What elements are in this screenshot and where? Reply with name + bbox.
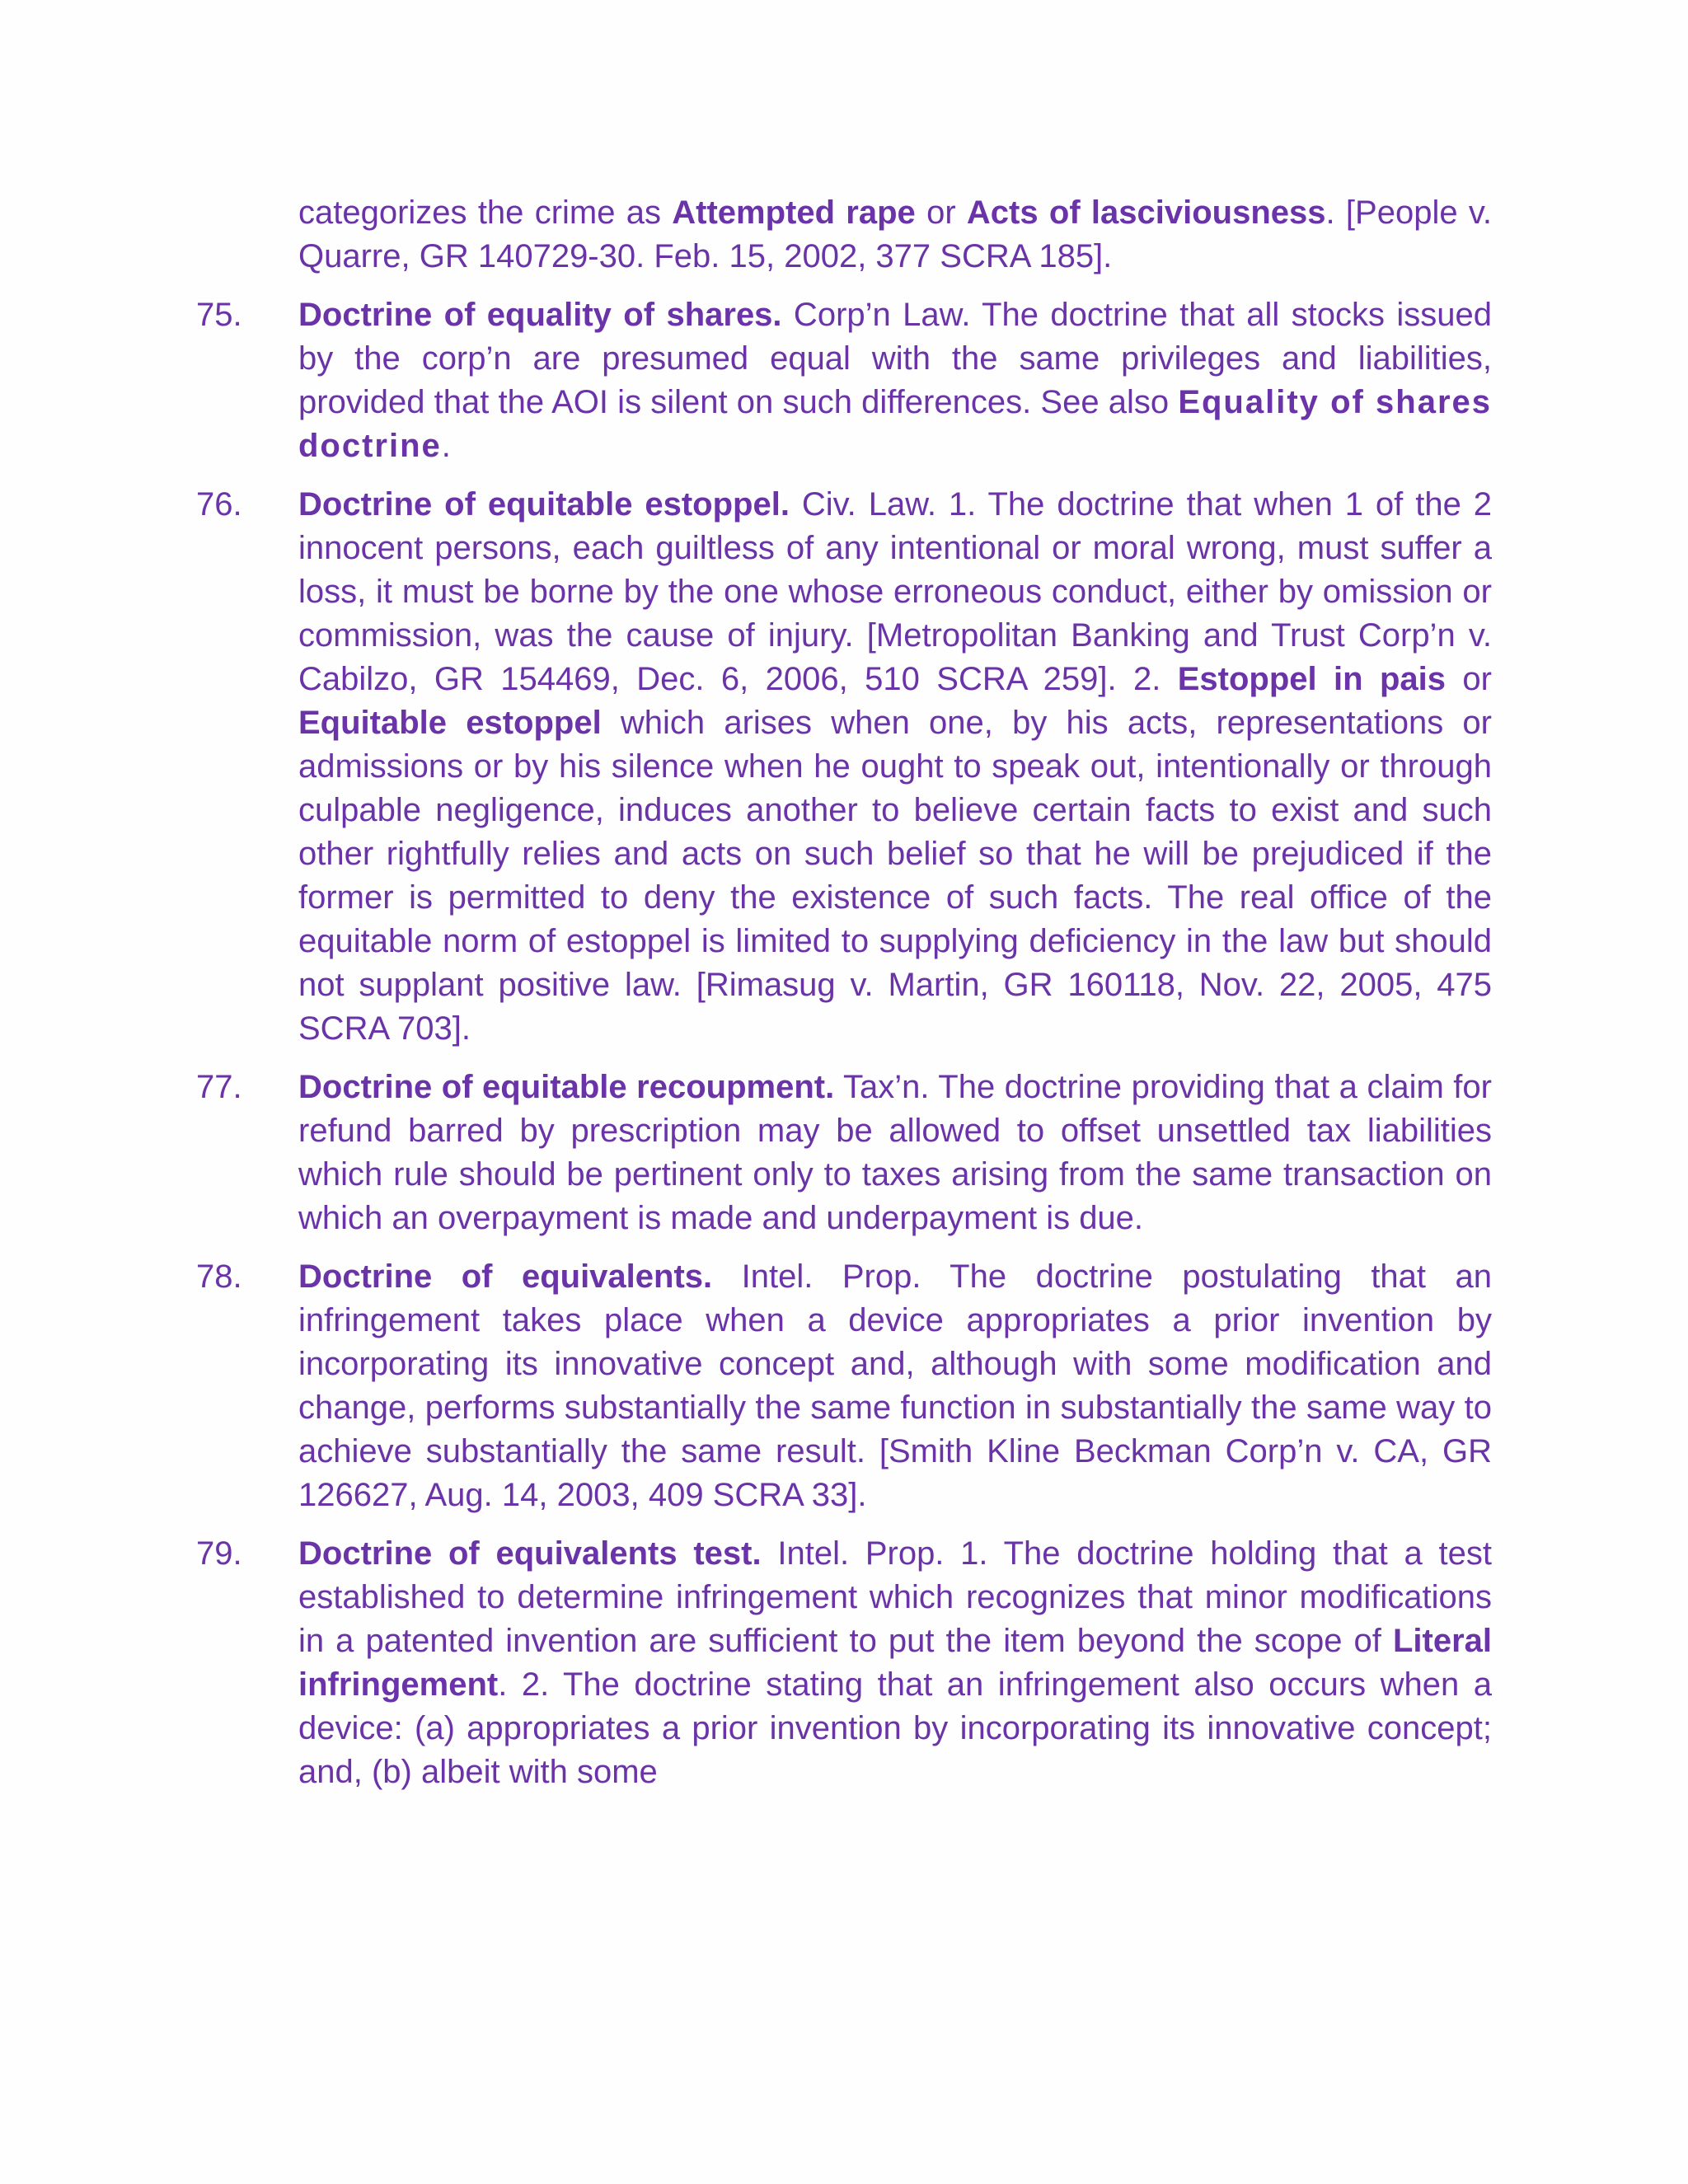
term-equitable-estoppel: Equitable estoppel <box>298 705 602 741</box>
document-body <box>196 191 1492 1809</box>
entry-number: 79. <box>196 1535 242 1572</box>
term-estoppel-in-pais: Estoppel in pais <box>1177 661 1447 697</box>
entry-body <box>298 1255 1492 1517</box>
entry-number: 75. <box>196 297 242 333</box>
entry-title: Doctrine of equality of shares. <box>298 297 782 333</box>
entry-text: Civ. Law. 1. The doctrine that when 1 of the 2 innocent persons, each guiltless of any intentional or moral wrong, must suffer a loss, it must be borne by the one whose erroneous conduct, either by omission or commission, was the cause of injury. [Metropolitan Banking and Trust Corp’n v. Cabilzo, GR 154469, Dec. 6, 2006, 510 SCRA 259]. 2. <box>298 486 1492 697</box>
entry-text: Tax’n. The doctrine providing that a claim for refund barred by prescription may be allowed to offset unsettled tax liabilities which rule should be pertinent only to taxes arising from the same transaction on which an overpayment is made and underpayment is due. <box>298 1069 1492 1236</box>
term-acts-of-lasciviousness: Acts of lasciviousness <box>966 194 1326 231</box>
entry-77 <box>196 1066 1492 1240</box>
entry-text: Intel. Prop. 1. The doctrine holding that a test established to determine infringement which recognizes that minor modifications in a patented invention are sufficient to put the item beyond the scope of <box>298 1535 1492 1659</box>
entry-76 <box>196 483 1492 1051</box>
entry-body <box>298 1066 1492 1240</box>
entry-title: Doctrine of equivalents. <box>298 1258 713 1295</box>
term-attempted-rape: Attempted rape <box>672 194 916 231</box>
cross-reference: Equality of shares doctrine <box>298 384 1492 464</box>
entry-text: Intel. Prop. The doctrine postulating that an infringement takes place when a device appropriates a prior invention by incorporating its innovative concept and, although with some modification and change, performs substantially the same function in substantially the same way to achieve substantially the same result. [Smith Kline Beckman Corp’n v. CA, GR 126627, Aug. 14, 2003, 409 SCRA 33]. <box>298 1258 1493 1513</box>
term-literal-infringement: Literal infringement <box>298 1623 1492 1703</box>
entry-79 <box>196 1532 1492 1794</box>
entry-text: . <box>441 428 451 464</box>
continuation-paragraph <box>298 191 1492 279</box>
entry-title: Doctrine of equitable estoppel. <box>298 486 790 523</box>
entry-text: or <box>1446 661 1492 697</box>
continuation-text-3: . [People v. Quarre, GR 140729-30. Feb. 15, 2002, 377 SCRA 185]. <box>298 194 1492 274</box>
entry-body <box>298 1532 1492 1794</box>
continuation-text-2: or <box>915 194 967 231</box>
entry-text: . 2. The doctrine stating that an infringement also occurs when a device: (a) appropriates a prior invention by incorporating its innovative concept; and, (b) albeit with some <box>298 1666 1492 1790</box>
entry-78 <box>196 1255 1492 1517</box>
entry-title: Doctrine of equitable recoupment. <box>298 1069 835 1105</box>
entry-body <box>298 483 1492 1051</box>
entry-text: Corp’n Law. The doctrine that all stocks issued by the corp’n are presumed equal with the same privileges and liabilities, provided that the AOI is silent on such differences. See also <box>298 297 1492 420</box>
continuation-text-1: categorizes the crime as <box>298 194 673 231</box>
entry-body <box>298 293 1492 468</box>
entry-number: 77. <box>196 1069 242 1105</box>
entry-number: 76. <box>196 486 242 523</box>
entry-title: Doctrine of equivalents test. <box>298 1535 762 1572</box>
entry-75 <box>196 293 1492 468</box>
entry-text: which arises when one, by his acts, representations or admissions or by his silence when he ought to speak out, intentionally or through culpable negligence, induces another to believe certain facts to exist and such other rightfully relies and acts on such belief so that he will be prejudiced if the former is permitted to deny the existence of such facts. The real office of the equitable norm of estoppel is limited to supplying deficiency in the law but should not supplant positive law. [Rimasug v. Martin, GR 160118, Nov. 22, 2005, 475 SCRA 703]. <box>298 705 1492 1047</box>
entry-number: 78. <box>196 1258 242 1295</box>
